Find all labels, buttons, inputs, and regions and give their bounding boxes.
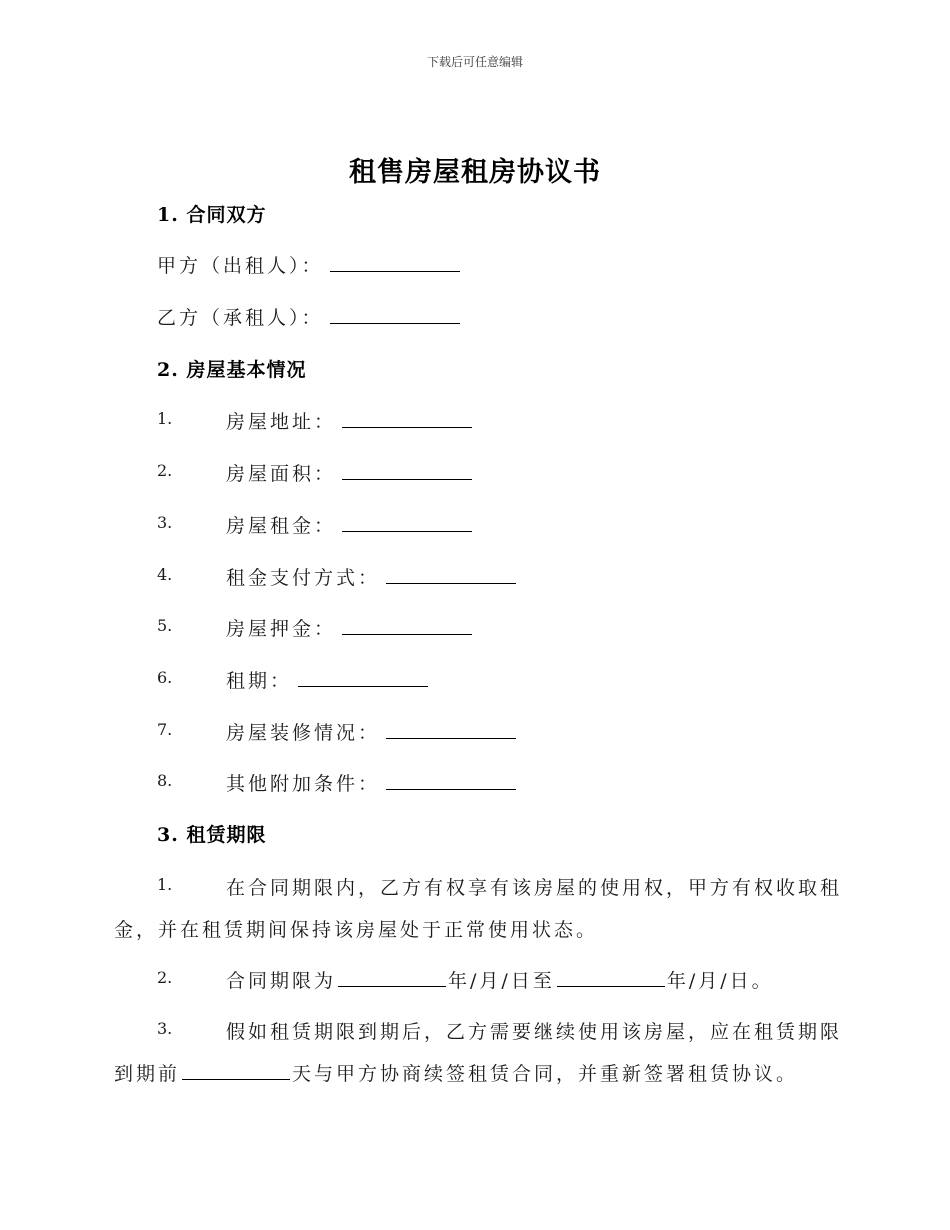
section-heading-lease-period: 3. 租赁期限 — [157, 824, 267, 846]
item-label: 房屋装修情况： — [226, 722, 381, 744]
end-date-blank[interactable] — [557, 970, 665, 987]
deposit-blank[interactable] — [342, 618, 472, 635]
paragraph-3-line-1: 假如租赁期限到期后，乙方需要继续使用该房屋，应在租赁期限 — [226, 1021, 843, 1043]
renewal-text-end: 天与甲方协商续签租赁合同，并重新签署租赁协议。 — [292, 1063, 799, 1085]
item-number: 1. — [157, 409, 173, 428]
paragraph-1-line-1: 在合同期限内，乙方有权享有该房屋的使用权，甲方有权收取租 — [226, 877, 843, 899]
payment-method-blank[interactable] — [386, 567, 516, 584]
page-header-note: 下载后可任意编辑 — [426, 55, 523, 69]
item-number: 6. — [157, 668, 173, 687]
paragraph-1-line-2: 金，并在租赁期间保持该房屋处于正常使用状态。 — [114, 919, 599, 941]
other-conditions-blank[interactable] — [386, 773, 516, 790]
paragraph-2 — [226, 966, 774, 993]
item-label: 租期： — [226, 670, 293, 692]
party-b-row — [157, 303, 460, 330]
area-blank[interactable] — [342, 463, 472, 480]
item-label: 租金支付方式： — [226, 567, 381, 589]
paragraph-number: 3. — [157, 1019, 173, 1038]
party-b-label: 乙方（承租人）： — [157, 307, 324, 329]
item-payment-method — [226, 563, 516, 590]
contract-period-text-mid: 年/月/日至 — [448, 970, 555, 992]
item-number: 5. — [157, 616, 173, 635]
item-number: 4. — [157, 565, 173, 584]
item-label: 房屋租金： — [226, 515, 337, 537]
item-label: 其他附加条件： — [226, 773, 381, 795]
contract-period-text-start: 合同期限为 — [226, 970, 337, 992]
address-blank[interactable] — [342, 411, 472, 428]
contract-period-text-end: 年/月/日。 — [666, 970, 774, 992]
paragraph-3-line-2 — [114, 1059, 798, 1086]
party-a-label: 甲方（出租人）： — [157, 255, 324, 277]
party-b-blank[interactable] — [330, 307, 460, 324]
item-other-conditions — [226, 769, 516, 796]
item-decoration — [226, 718, 516, 745]
item-address — [226, 407, 472, 434]
party-a-row — [157, 251, 460, 278]
item-rent — [226, 511, 472, 538]
paragraph-number: 1. — [157, 875, 173, 894]
section-heading-parties: 1. 合同双方 — [157, 204, 267, 226]
party-a-blank[interactable] — [330, 255, 460, 272]
section-heading-house-info: 2. 房屋基本情况 — [157, 359, 307, 381]
item-label: 房屋面积： — [226, 463, 337, 485]
renewal-days-blank[interactable] — [182, 1063, 290, 1080]
start-date-blank[interactable] — [338, 970, 446, 987]
item-label: 房屋押金： — [226, 618, 337, 640]
decoration-blank[interactable] — [386, 722, 516, 739]
item-deposit — [226, 614, 472, 641]
item-area — [226, 459, 472, 486]
item-number: 8. — [157, 771, 173, 790]
paragraph-number: 2. — [157, 968, 173, 987]
item-label: 房屋地址： — [226, 411, 337, 433]
item-number: 2. — [157, 461, 173, 480]
document-title: 租售房屋租房协议书 — [349, 157, 601, 188]
item-number: 3. — [157, 513, 173, 532]
lease-term-blank[interactable] — [298, 670, 428, 687]
rent-blank[interactable] — [342, 515, 472, 532]
item-lease-term — [226, 666, 428, 693]
item-number: 7. — [157, 720, 173, 739]
renewal-text-start: 到期前 — [114, 1063, 181, 1085]
